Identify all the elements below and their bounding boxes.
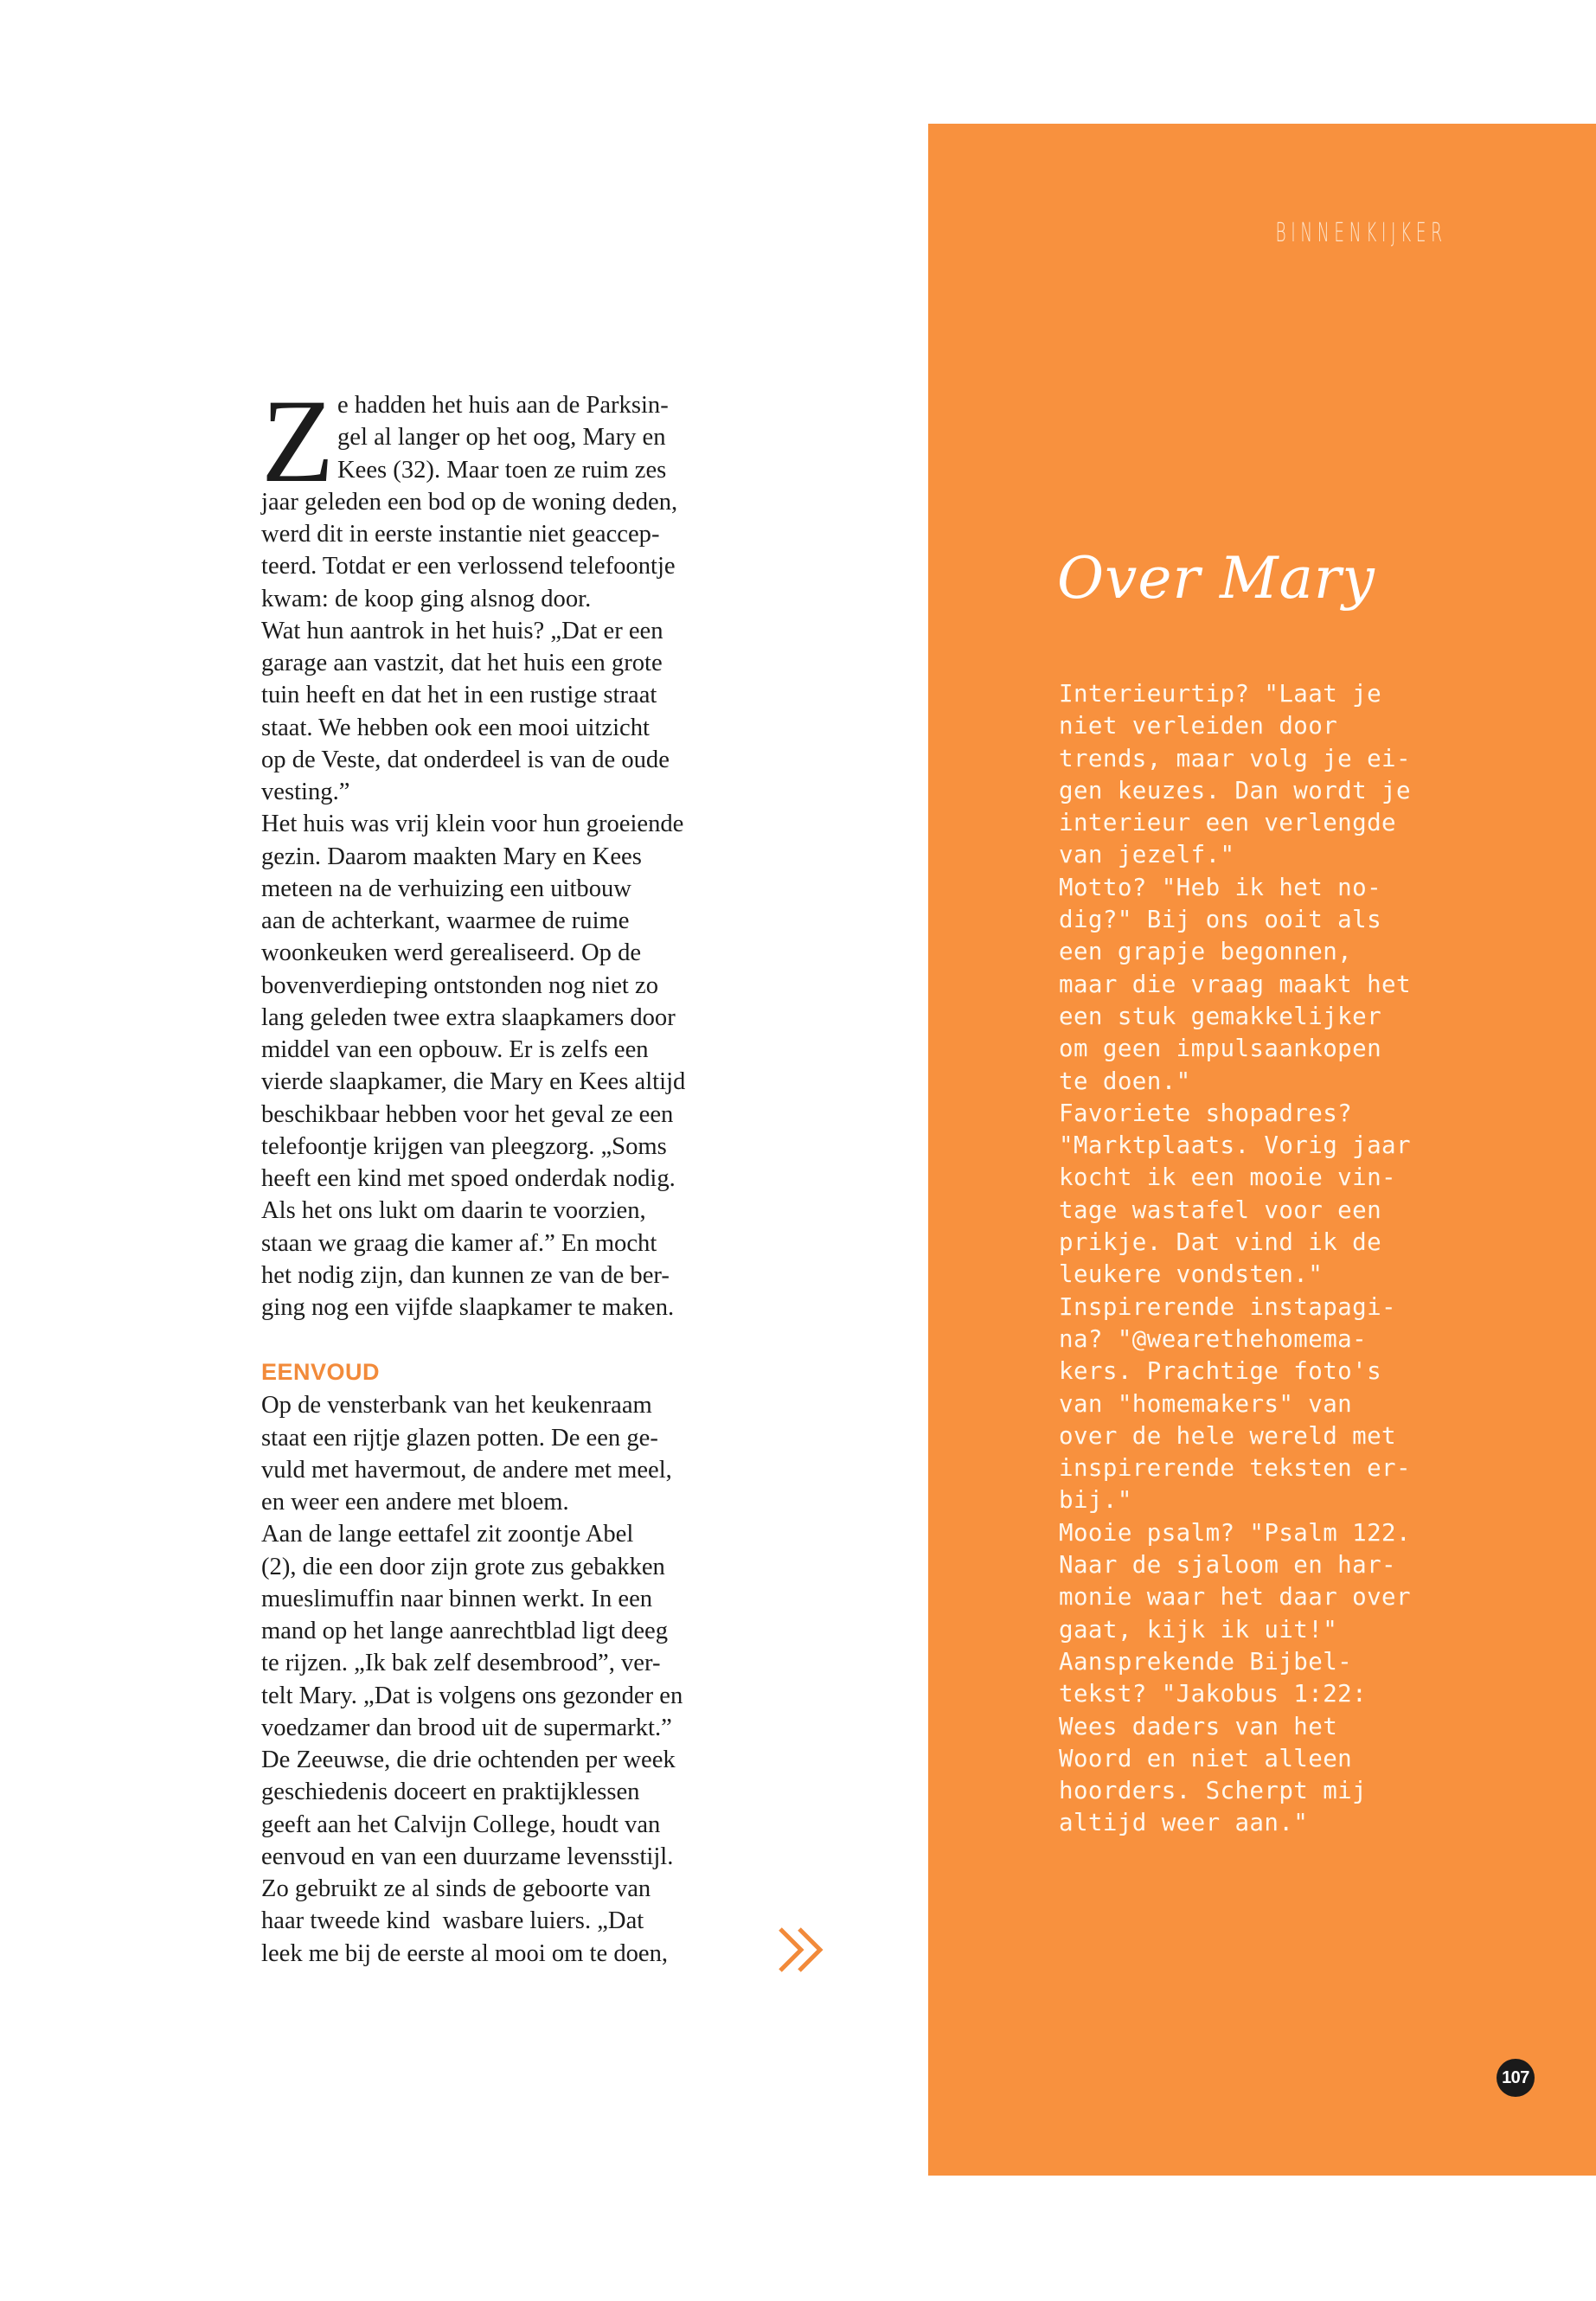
article-body: [261, 375, 763, 1970]
sidebar-line: een stuk gemakkelijker: [1059, 1002, 1382, 1030]
sidebar-body: [1059, 678, 1457, 1840]
sidebar-line: gaat, kijk ik uit!": [1059, 1615, 1338, 1644]
sidebar-line: Woord en niet alleen: [1059, 1744, 1353, 1772]
sidebar-line: Mooie psalm? "Psalm 122.: [1059, 1518, 1411, 1547]
article-line: telefoontje krijgen van pleegzorg. „Soms: [261, 1132, 667, 1160]
sidebar-line: kocht ik een mooie vin-: [1059, 1163, 1396, 1192]
article-line: eenvoud en van een duurzame levensstijl.: [261, 1843, 674, 1870]
article-line: staat. We hebben ook een mooi uitzicht: [261, 714, 650, 741]
sidebar-line: monie waar het daar over: [1059, 1583, 1411, 1612]
subheading-eenvoud: EENVOUD: [261, 1359, 381, 1386]
article-paragraph: [261, 1389, 763, 1970]
sidebar-line: een grapje begonnen,: [1059, 938, 1353, 966]
sidebar-line: interieur een verlengde: [1059, 809, 1396, 837]
article-line: Als het ons lukt om daarin te voorzien,: [261, 1197, 646, 1225]
article-line: vesting.”: [261, 779, 350, 805]
article-line: lang geleden twee extra slaapkamers door: [261, 1003, 676, 1031]
sidebar-line: te doen.": [1059, 1067, 1191, 1095]
article-line: geschiedenis doceert en praktijklessen: [261, 1779, 640, 1806]
article-line: bovenverdieping ontstonden nog niet zo: [261, 971, 658, 999]
article-line: middel van een opbouw. Er is zelfs een: [261, 1036, 649, 1063]
article-line: haar tweede kind wasbare luiers. „Dat: [261, 1907, 644, 1935]
sidebar-line: prikje. Dat vind ik de: [1059, 1228, 1382, 1257]
sidebar-line: Motto? "Heb ik het no-: [1059, 873, 1382, 901]
article-line: (2), die een door zijn grote zus gebakken: [261, 1553, 665, 1580]
sidebar-line: Wees daders van het: [1059, 1712, 1338, 1740]
article-line: De Zeeuwse, die drie ochtenden per week: [261, 1747, 676, 1773]
sidebar-line: tage wastafel voor een: [1059, 1195, 1382, 1224]
sidebar-line: inspirerende teksten er-: [1059, 1454, 1411, 1483]
sidebar-line: trends, maar volg je ei-: [1059, 744, 1411, 772]
sidebar-line: van "homemakers" van: [1059, 1389, 1353, 1418]
article-paragraph: [261, 486, 763, 1324]
sidebar-line: bij.": [1059, 1486, 1132, 1515]
article-line: jaar geleden een bod op de woning deden,: [261, 488, 678, 516]
article-line: en weer een andere met bloem.: [261, 1489, 569, 1516]
article-line: te rijzen. „Ik bak zelf desembrood”, ver-: [261, 1650, 661, 1677]
page-number: 107: [1497, 2059, 1535, 2097]
article-line: Op de vensterbank van het keukenraam: [261, 1392, 652, 1420]
article-line: beschikbaar hebben voor het geval ze een: [261, 1100, 674, 1128]
sidebar-line: gen keuzes. Dan wordt je: [1059, 776, 1411, 804]
sidebar-line: "Marktplaats. Vorig jaar: [1059, 1131, 1411, 1160]
article-line: Wat hun aantrok in het huis? „Dat er een: [261, 617, 663, 644]
sidebar-line: Favoriete shopadres?: [1059, 1099, 1353, 1127]
article-line: e hadden het huis aan de Parksin-: [337, 392, 669, 419]
article-line: Zo gebruikt ze al sinds de geboorte van: [261, 1875, 651, 1902]
article-line: meteen na de verhuizing een uitbouw: [261, 875, 631, 902]
article-line: staat een rijtje glazen potten. De een ge-: [261, 1424, 658, 1452]
sidebar-line: over de hele wereld met: [1059, 1421, 1396, 1450]
double-chevron-right-icon: [777, 1924, 832, 1976]
sidebar-line: van jezelf.": [1059, 841, 1235, 869]
sidebar-line: kers. Prachtige foto's: [1059, 1357, 1382, 1386]
article-line: garage aan vastzit, dat het huis een grote: [261, 650, 663, 676]
article-line: staan we graag die kamer af.” En mocht: [261, 1229, 657, 1257]
article-line: het nodig zijn, dan kunnen ze van de ber-: [261, 1261, 670, 1289]
article-line: mand op het lange aanrechtblad ligt deeg: [261, 1618, 669, 1644]
article-line: Het huis was vrij klein voor hun groeiende: [261, 811, 684, 838]
sidebar-line: leukere vondsten.": [1059, 1260, 1324, 1289]
article-line: leek me bij de eerste al mooi om te doen,: [261, 1939, 669, 1967]
drop-cap: Z: [261, 375, 335, 507]
sidebar-line: hoorders. Scherpt mij: [1059, 1777, 1368, 1805]
article-line: ging nog een vijfde slaapkamer te maken.: [261, 1294, 675, 1321]
article-line: werd dit in eerste instantie niet geaccep-: [261, 521, 660, 548]
sidebar-line: na? "@wearethehomema-: [1059, 1324, 1368, 1353]
article-line: voedzamer dan brood uit de supermarkt.”: [261, 1714, 672, 1741]
article-line: woonkeuken werd gerealiseerd. Op de: [261, 939, 642, 967]
sidebar-line: niet verleiden door: [1059, 712, 1338, 740]
sidebar-line: altijd weer aan.": [1059, 1809, 1309, 1837]
sidebar-line: Aansprekende Bijbel-: [1059, 1647, 1353, 1676]
article-line: heeft een kind met spoed onderdak nodig.: [261, 1165, 676, 1192]
sidebar-title: Over Mary: [1057, 545, 1375, 612]
article-line: geeft aan het Calvijn College, houdt van: [261, 1811, 661, 1838]
sidebar-line: dig?" Bij ons ooit als: [1059, 906, 1382, 934]
article-line: vierde slaapkamer, die Mary en Kees altijd: [261, 1068, 686, 1096]
article-line: aan de achterkant, waarmee de ruime: [261, 907, 630, 934]
sidebar-line: tekst? "Jakobus 1:22:: [1059, 1680, 1368, 1708]
article-line: mueslimuffin naar binnen werkt. In een: [261, 1585, 653, 1612]
sidebar-line: Interieurtip? "Laat je: [1059, 680, 1382, 708]
article-line: Aan de lange eettafel zit zoontje Abel: [261, 1521, 634, 1548]
article-line: tuin heeft en dat het in een rustige straat: [261, 682, 657, 709]
sidebar-line: Naar de sjaloom en har-: [1059, 1551, 1396, 1580]
article-line: teerd. Totdat er een verlossend telefoontje: [261, 553, 676, 580]
sidebar-line: Inspirerende instapagi-: [1059, 1292, 1396, 1321]
sidebar-line: om geen impulsaankopen: [1059, 1035, 1382, 1063]
sidebar-line: maar die vraag maakt het: [1059, 970, 1411, 998]
article-line: Kees (32). Maar toen ze ruim zes: [337, 456, 667, 484]
article-line: kwam: de koop ging alsnog door.: [261, 585, 592, 612]
article-line: vuld met havermout, de andere met meel,: [261, 1456, 672, 1484]
article-line: telt Mary. „Dat is volgens ons gezonder en: [261, 1682, 683, 1709]
article-line: gezin. Daarom maakten Mary en Kees: [261, 843, 642, 870]
article-line: op de Veste, dat onderdeel is van de oude: [261, 746, 670, 773]
section-label: BINNENKIJKER: [1275, 218, 1447, 248]
article-line: gel al langer op het oog, Mary en: [337, 424, 666, 452]
